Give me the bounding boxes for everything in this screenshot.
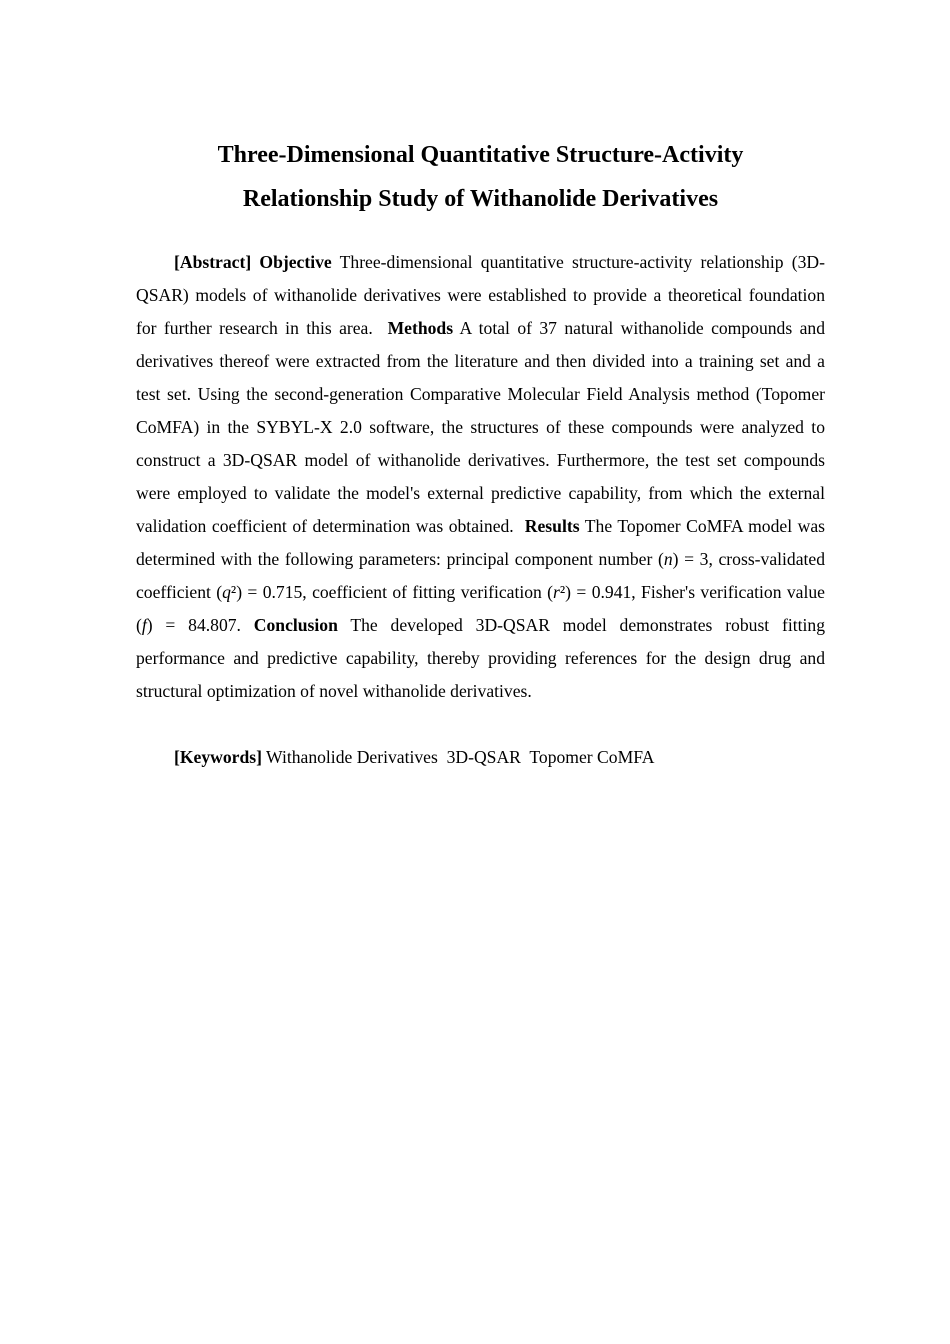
title-line-1: Three-Dimensional Quantitative Structure-Activity	[217, 142, 744, 168]
objective-text: Three-dimensional quantitative structure-activity relationship (3D-QSAR) models of withanolide derivatives were established to provide a theoretical foundation for further research in this area.	[136, 252, 825, 338]
paper-title	[136, 133, 825, 221]
results-label: Results	[524, 516, 580, 536]
results-var-f: f	[141, 615, 147, 635]
keyword-item: Withanolide Derivatives	[266, 747, 438, 767]
abstract-paragraph	[136, 246, 825, 708]
title-line-2: Relationship Study of Withanolide Derivatives	[242, 186, 719, 212]
keyword-item: 3D-QSAR	[446, 747, 521, 767]
objective-label: Objective	[259, 252, 332, 272]
results-var-q: q	[222, 582, 231, 602]
results-text-5: ) = 84.807.	[146, 615, 241, 635]
conclusion-label: Conclusion	[253, 615, 338, 635]
methods-label: Methods	[387, 318, 454, 338]
results-text-4: ²) = 0.941, Fisher's verification value (	[136, 582, 825, 635]
keyword-item: Topomer CoMFA	[529, 747, 655, 767]
results-text-1: The Topomer CoMFA model was determined with the following parameters: principal component number (	[136, 516, 825, 569]
keywords-paragraph	[136, 741, 825, 774]
methods-text: A total of 37 natural withanolide compounds and derivatives thereof were extracted from the literature and then divided into a training set and a test set. Using the second-generation Comparative Molecular Field Analysis method (Topomer CoMFA) in the SYBYL-X 2.0 software, the structures of these compounds were analyzed to construct a 3D-QSAR model of withanolide derivatives. Furthermore, the test set compounds were employed to validate the model's external predictive capability, from which the external validation coefficient of determination was obtained.	[136, 318, 826, 536]
results-var-n: n	[663, 549, 673, 569]
results-var-r: r	[553, 582, 560, 602]
abstract-label: [Abstract]	[174, 252, 252, 272]
results-text-2: ) = 3, cross-validated coefficient (	[136, 549, 826, 602]
keywords-label: [Keywords]	[174, 747, 262, 767]
conclusion-text: The developed 3D-QSAR model demonstrates robust fitting performance and predictive capability, thereby providing references for the design drug and structural optimization of novel withanolide derivatives.	[136, 615, 826, 701]
paper-page	[136, 133, 825, 774]
results-text-3: ²) = 0.715, coefficient of fitting verification (	[230, 582, 554, 602]
